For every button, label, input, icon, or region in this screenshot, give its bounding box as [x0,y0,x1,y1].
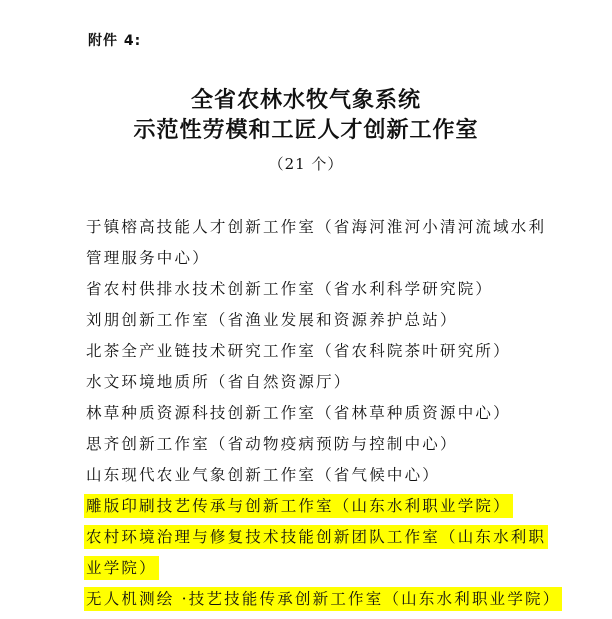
list-item-text: 北茶全产业链技术研究工作室（省农科院茶叶研究所） [86,342,511,360]
item-count: （21 个） [268,155,344,173]
document-title-line1: 全省农林水牧气象系统 [190,87,421,113]
list-item-text: 管理服务中心） [86,249,210,267]
list-item [86,398,526,429]
list-item-text: 业学院） [84,556,159,580]
list-item-text: 山东现代农业气象创新工作室（省气候中心） [86,466,441,484]
attachment-label: 附件 4: [88,33,142,49]
list-item-text: 水文环境地质所（省自然资源厅） [86,373,352,391]
list-item-highlighted [86,584,561,615]
list-item-text: 农村环境治理与修复技术技能创新团队工作室（山东水利职 [84,525,548,549]
list-item [86,367,526,398]
list-item [86,212,547,243]
list-item [86,305,526,336]
list-item [86,336,526,367]
list-item [86,274,526,305]
list-item-text: 雕版印刷技艺传承与创新工作室（山东水利职业学院） [84,494,513,518]
list-item-text: 于镇榕高技能人才创新工作室（省海河淮河小清河流域水利 [86,218,547,236]
list-item [86,429,526,460]
list-item-highlighted [86,522,547,553]
list-item-text: 林草种质资源科技创新工作室（省林草种质资源中心） [86,404,511,422]
list-item [86,460,526,491]
list-item-text: 刘朋创新工作室（省渔业发展和资源养护总站） [86,311,458,329]
list-item-highlighted [86,553,526,584]
list-item-text: 思齐创新工作室（省动物疫病预防与控制中心） [86,435,458,453]
list-item-highlighted [86,491,526,522]
studio-list [86,212,561,615]
list-item-text: 省农村供排水技术创新工作室（省水利科学研究院） [86,280,494,298]
list-item-text: 无人机测绘 ·技艺技能传承创新工作室（山东水利职业学院） [84,587,562,611]
list-item [86,243,526,274]
document-title-line2: 示范性劳模和工匠人才创新工作室 [133,117,479,143]
